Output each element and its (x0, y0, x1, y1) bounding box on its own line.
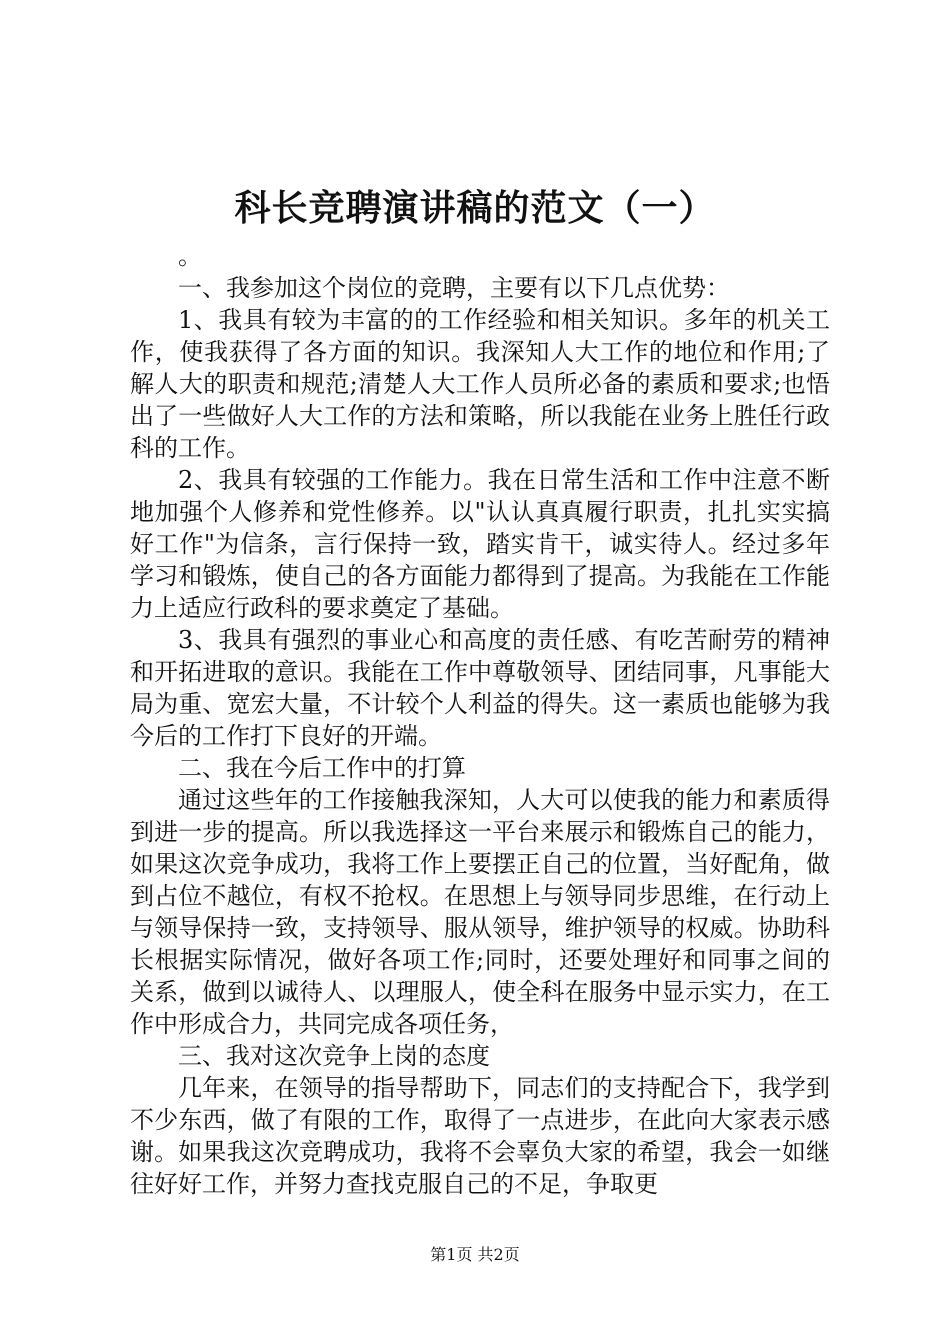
document-body (130, 240, 830, 1200)
paragraph-advantage-2: 2、我具有较强的工作能力。我在日常生活和工作中注意不断地加强个人修养和党性修养。以"认认真真履行职责，扎扎实实搞好工作"为信条，言行保持一致，踏实肯干，诚实待人。经过多年学习和锻炼，使自己的各方面能力都得到了提高。为我能在工作能力上适应行政科的要求奠定了基础。 (130, 466, 830, 622)
paragraph-plans: 通过这些年的工作接触我深知，人大可以使我的能力和素质得到进一步的提高。所以我选择这一平台来展示和锻炼自己的能力，如果这次竞争成功，我将工作上要摆正自己的位置，当好配角，做到占位不越位，有权不抢权。在思想上与领导同步思维，在行动上与领导保持一致，支持领导、服从领导，维护领导的权威。协助科长根据实际情况，做好各项工作;同时，还要处理好和同事之间的关系，做到以诚待人、以理服人，使全科在服务中显示实力，在工作中形成合力，共同完成各项任务， (130, 786, 830, 1038)
document-title: 科长竞聘演讲稿的范文（一） (234, 187, 716, 229)
paragraph-advantage-3: 3、我具有强烈的事业心和高度的责任感、有吃苦耐劳的精神和开拓进取的意识。我能在工作中尊敬领导、团结同事，凡事能大局为重、宽宏大量，不计较个人利益的得失。这一素质也能够为我今后的工作打下良好的开端。 (130, 626, 830, 750)
section-heading-advantages: 一、我参加这个岗位的竞聘，主要有以下几点优势： (178, 274, 730, 302)
paragraph-dot: 。 (178, 242, 202, 270)
section-heading-attitude: 三、我对这次竞争上岗的态度 (178, 1042, 490, 1070)
page-footer: 第1页 共2页 (430, 1245, 520, 1264)
paragraph-advantage-1: 1、我具有较为丰富的的工作经验和相关知识。多年的机关工作，使我获得了各方面的知识。我深知人大工作的地位和作用;了解人大的职责和规范;清楚人大工作人员所必备的素质和要求;也悟出了一些做好人大工作的方法和策略，所以我能在业务上胜任行政科的工作。 (130, 306, 830, 462)
section-heading-plans: 二、我在今后工作中的打算 (178, 754, 466, 782)
paragraph-attitude: 几年来，在领导的指导帮助下，同志们的支持配合下，我学到不少东西，做了有限的工作，取得了一点进步，在此向大家表示感谢。如果我这次竞聘成功，我将不会辜负大家的希望，我会一如继往好好工作，并努力查找克服自己的不足，争取更 (130, 1074, 830, 1198)
